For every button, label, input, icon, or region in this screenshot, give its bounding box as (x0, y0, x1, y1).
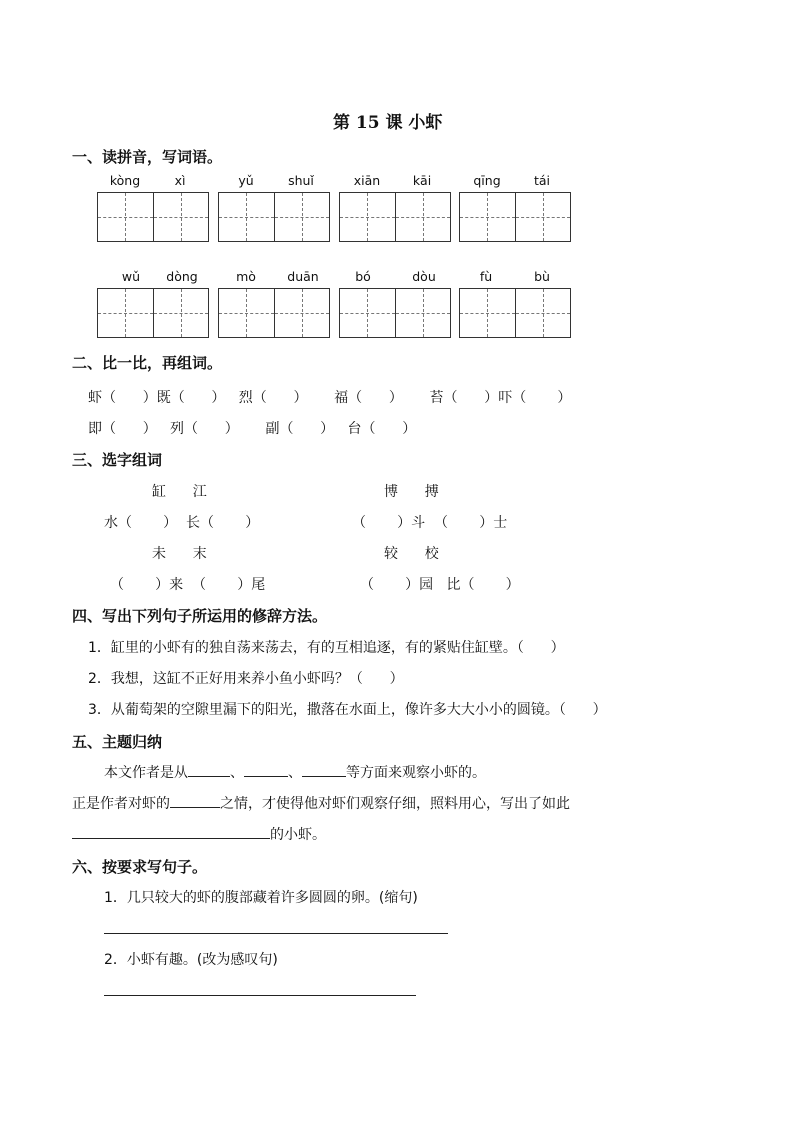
pinyin: tái (533, 173, 551, 188)
section-6-heading: 六、按要求写句子。 (72, 858, 208, 876)
answer-blank[interactable] (302, 762, 346, 777)
rhetoric-question-3: 3．从葡萄架的空隙里漏下的阳光，撒落在水面上，像许多大大小小的圆镜。（ ） (88, 702, 607, 718)
pinyin: duān (287, 269, 319, 284)
answer-blank[interactable] (72, 824, 270, 839)
pinyin: kòng (109, 173, 141, 188)
summary-text: 之情，才使得他对虾们观察仔细，照料用心，写出了如此 (220, 796, 570, 812)
char-pair: 未 末 (152, 546, 207, 562)
fill-line: （ ）园 比（ ） (360, 577, 520, 593)
pinyin: dòng (166, 269, 198, 284)
pinyin: xiān (353, 173, 381, 188)
pinyin: wǔ (121, 269, 141, 284)
summary-text: 的小虾。 (270, 827, 326, 843)
char-pair: 缸 江 (152, 484, 207, 500)
answer-blank[interactable] (170, 793, 220, 808)
pinyin: bù (534, 269, 550, 284)
section-2-heading: 二、比一比，再组词。 (72, 354, 223, 372)
char-pair: 博 搏 (384, 484, 439, 500)
summary-sep: 、 (230, 765, 244, 781)
writing-grid[interactable] (459, 192, 571, 242)
rhetoric-question-1: 1．缸里的小虾有的独自荡来荡去，有的互相追逐，有的紧贴住缸壁。（ ） (88, 640, 565, 656)
rhetoric-question-2: 2．我想，这缸不正好用来养小鱼小虾吗？（ ） (88, 671, 404, 687)
fill-line: （ ）斗 （ ）士 (352, 515, 508, 531)
rewrite-question-1: 1．几只较大的虾的腹部藏着许多圆圆的卵。(缩句) (104, 890, 418, 906)
compare-line-1: 虾（ ）既（ ） 烈（ ） 福（ ） 苔（ ）吓（ ） (88, 390, 572, 406)
pinyin: yǔ (238, 173, 254, 188)
fill-line: 水（ ） 长（ ） (104, 515, 260, 531)
summary-text: 本文作者是从 (104, 765, 188, 781)
page-title: 第 15 课 小虾 (333, 113, 443, 133)
writing-grid[interactable] (218, 288, 330, 338)
pinyin: fù (479, 269, 493, 284)
summary-line-3 (72, 824, 326, 844)
fill-line: （ ）来 （ ）尾 (110, 577, 266, 593)
pinyin: xì (174, 173, 186, 188)
writing-grid[interactable] (97, 192, 209, 242)
writing-grid[interactable] (339, 288, 451, 338)
pinyin: kāi (412, 173, 432, 188)
char-pair: 较 校 (384, 546, 439, 562)
pinyin: mò (236, 269, 256, 284)
writing-grid[interactable] (97, 288, 209, 338)
section-1-heading: 一、读拼音，写词语。 (72, 148, 223, 166)
answer-blank[interactable] (244, 762, 288, 777)
pinyin: bó (355, 269, 371, 284)
rewrite-question-2: 2．小虾有趣。(改为感叹句) (104, 952, 278, 968)
answer-line[interactable] (104, 995, 416, 996)
writing-grid[interactable] (218, 192, 330, 242)
pinyin: dòu (412, 269, 436, 284)
writing-grid[interactable] (459, 288, 571, 338)
summary-text: 正是作者对虾的 (72, 796, 170, 812)
summary-text: 等方面来观察小虾的。 (346, 765, 486, 781)
section-3-heading: 三、选字组词 (72, 451, 163, 469)
compare-line-2: 即（ ） 列（ ） 副（ ） 台（ ） (88, 421, 417, 437)
summary-line-1 (104, 762, 486, 782)
section-4-heading: 四、写出下列句子所运用的修辞方法。 (72, 607, 328, 625)
summary-sep: 、 (288, 765, 302, 781)
answer-blank[interactable] (188, 762, 230, 777)
section-5-heading: 五、主题归纳 (72, 733, 163, 751)
pinyin: shuǐ (288, 173, 314, 188)
pinyin: qīng (473, 173, 501, 188)
writing-grid[interactable] (339, 192, 451, 242)
answer-line[interactable] (104, 933, 448, 934)
summary-line-2 (72, 793, 570, 813)
